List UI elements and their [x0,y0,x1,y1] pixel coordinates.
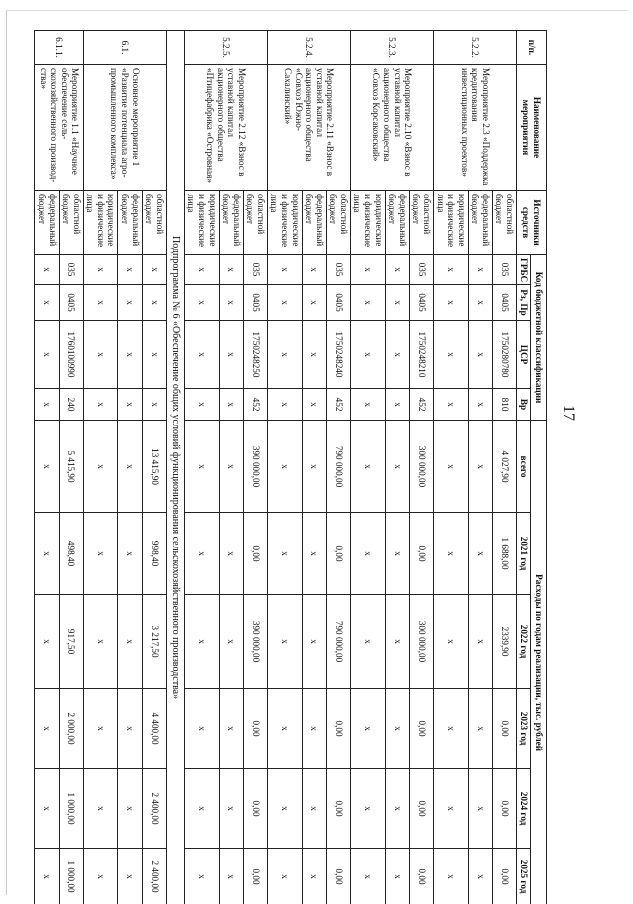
header-2021: 2021 год [517,513,531,595]
cell-y2025: x [267,849,302,904]
cell-y2023: x [83,689,118,769]
cell-vr: 810 [492,389,516,421]
event-name: Мероприятие 2.3 «Поддержка кредитования инвестиционных проектов» [433,65,516,191]
cell-vr: x [83,389,118,421]
cell-y2021: 0,00 [326,513,350,595]
cell-rzpr: x [468,285,492,321]
cell-csr: x [118,321,142,389]
cell-y2024: x [35,769,59,849]
subprogram-title: Подпрограмма № 6 «Обеспечение общих условий функционирования сельскохозяйственного производства» [166,31,184,904]
cell-y2021: x [118,513,142,595]
cell-y2023: 0,00 [326,689,350,769]
cell-csr: x [219,321,243,389]
cell-y2025: 0,00 [326,849,350,904]
cell-y2022: x [83,595,118,689]
cell-grbs: x [142,255,166,285]
cell-y2024: x [83,769,118,849]
cell-y2023: x [219,689,243,769]
cell-y2023: x [468,689,492,769]
funding-source: юридические и физические лица [267,191,302,255]
cell-total: 13 415,90 [142,421,166,513]
cell-vr: 452 [326,389,350,421]
cell-grbs: x [219,255,243,285]
cell-total: 5 415,90 [59,421,83,513]
cell-y2025: x [219,849,243,904]
table-row [492,31,516,904]
subprogram-section [166,31,184,904]
funding-source: юридические и физические лица [83,191,118,255]
cell-y2025: x [83,849,118,904]
cell-y2025: x [118,849,142,904]
cell-y2021: x [267,513,302,595]
funding-source: областной бюджет [142,191,166,255]
cell-y2025: x [385,849,409,904]
header-kbk: Код бюджетной классификации [531,255,547,421]
cell-y2022: 790 000,00 [326,595,350,689]
cell-grbs: 035 [492,255,516,285]
cell-y2024: x [184,769,219,849]
cell-y2023: x [302,689,326,769]
cell-rzpr: x [302,285,326,321]
funding-source: федеральный бюджет [468,191,492,255]
cell-y2024: x [433,769,468,849]
cell-y2023: x [350,689,385,769]
event-name: Мероприятие 1.1 «Научное обеспечение сель-скохозяйственного производ-ства» [35,65,83,191]
cell-y2024: 0,00 [409,769,433,849]
row-number: 5.2.5. [184,31,267,65]
header-grbs: ГРБС [517,255,531,285]
cell-y2023: 4 400,00 [142,689,166,769]
cell-csr: x [385,321,409,389]
cell-y2022: 390 000,00 [243,595,267,689]
cell-vr: x [433,389,468,421]
cell-vr: x [219,389,243,421]
header-csr: ЦСР [517,321,531,389]
cell-grbs: 035 [59,255,83,285]
cell-y2022: x [184,595,219,689]
row-number: 5.2.3. [350,31,433,65]
cell-grbs: x [184,255,219,285]
cell-total: x [385,421,409,513]
cell-csr: 1750248250 [243,321,267,389]
cell-y2025: x [302,849,326,904]
cell-y2022: x [433,595,468,689]
cell-y2022: x [302,595,326,689]
header-2023: 2023 год [517,689,531,769]
cell-rzpr: x [267,285,302,321]
cell-y2023: x [184,689,219,769]
cell-y2021: x [219,513,243,595]
row-number: 6.1.1. [35,31,83,65]
funding-source: федеральный бюджет [118,191,142,255]
cell-y2022: 2339,90 [492,595,516,689]
cell-total: x [35,421,59,513]
cell-y2025: 0,00 [492,849,516,904]
header-name: Наименование мероприятия [517,65,547,191]
cell-y2021: 0,00 [243,513,267,595]
header-total: всего [517,421,531,513]
cell-total: x [267,421,302,513]
cell-grbs: x [433,255,468,285]
cell-y2023: x [35,689,59,769]
cell-rzpr: 0405 [326,285,350,321]
cell-vr: 452 [243,389,267,421]
header-rzpr: Рз, Пр [517,285,531,321]
table-row [142,31,166,904]
funding-source: федеральный бюджет [35,191,59,255]
cell-rzpr: x [184,285,219,321]
cell-y2025: 0,00 [409,849,433,904]
row-number: 5.2.4. [267,31,350,65]
cell-y2024: 2 400,00 [142,769,166,849]
header-vr: Вр [517,389,531,421]
cell-vr: x [118,389,142,421]
event-name: Мероприятие 2.12 «Взнос в уставной капитал акционерного общества «Птицефабрика «Островная» [184,65,267,191]
cell-y2024: x [118,769,142,849]
cell-rzpr: x [142,285,166,321]
header-num: п/п. [517,31,547,65]
funding-source: федеральный бюджет [302,191,326,255]
cell-grbs: x [385,255,409,285]
cell-csr: 1760100990 [59,321,83,389]
cell-y2021: x [83,513,118,595]
funding-source: областной бюджет [492,191,516,255]
cell-y2023: x [267,689,302,769]
cell-rzpr: x [219,285,243,321]
cell-csr: x [302,321,326,389]
cell-csr: x [267,321,302,389]
cell-vr: x [468,389,492,421]
cell-y2024: x [302,769,326,849]
cell-total: x [468,421,492,513]
cell-y2023: x [118,689,142,769]
cell-y2021: 0,00 [409,513,433,595]
cell-y2024: 0,00 [492,769,516,849]
cell-csr: x [83,321,118,389]
cell-y2022: x [385,595,409,689]
header-2022: 2022 год [517,595,531,689]
cell-y2022: x [267,595,302,689]
funding-source: федеральный бюджет [385,191,409,255]
cell-grbs: x [350,255,385,285]
cell-total: 390 000,00 [243,421,267,513]
cell-total: 300 000,00 [409,421,433,513]
cell-rzpr: 0405 [243,285,267,321]
cell-csr: x [184,321,219,389]
header-source: Источники средств [517,191,547,255]
cell-csr: x [142,321,166,389]
cell-y2023: 0,00 [243,689,267,769]
header-2025: 2025 год [517,849,531,904]
cell-y2023: 2 000,00 [59,689,83,769]
cell-y2025: x [184,849,219,904]
cell-y2022: 3 217,50 [142,595,166,689]
funding-source: областной бюджет [243,191,267,255]
cell-y2024: x [350,769,385,849]
cell-total: x [302,421,326,513]
table-header [517,31,547,904]
cell-y2025: x [468,849,492,904]
cell-csr: 1750248240 [326,321,350,389]
funding-source: юридические и физические лица [433,191,468,255]
cell-vr: x [35,389,59,421]
cell-total: x [433,421,468,513]
cell-y2021: x [184,513,219,595]
cell-vr: x [350,389,385,421]
cell-vr: x [142,389,166,421]
cell-y2023: x [385,689,409,769]
cell-y2022: x [350,595,385,689]
cell-csr: x [468,321,492,389]
cell-total: x [118,421,142,513]
table-row [243,31,267,904]
cell-y2023: 0,00 [409,689,433,769]
cell-y2022: x [118,595,142,689]
cell-grbs: 035 [326,255,350,285]
budget-table [34,30,547,904]
cell-vr: x [302,389,326,421]
cell-csr: x [433,321,468,389]
cell-y2021: x [302,513,326,595]
event-name: Мероприятие 2.11 «Взнос в уставной капитал акционерного общества «Совхоз Южно-Сахалинский» [267,65,350,191]
cell-y2022: x [35,595,59,689]
cell-y2024: x [219,769,243,849]
cell-csr: x [35,321,59,389]
cell-rzpr: 0405 [492,285,516,321]
cell-y2025: 2 400,00 [142,849,166,904]
cell-vr: x [184,389,219,421]
cell-y2021: x [433,513,468,595]
cell-y2024: 0,00 [243,769,267,849]
cell-vr: x [385,389,409,421]
cell-grbs: x [35,255,59,285]
cell-y2024: 0,00 [326,769,350,849]
cell-y2022: x [468,595,492,689]
cell-y2024: 1 000,00 [59,769,83,849]
cell-y2023: x [433,689,468,769]
cell-y2025: x [433,849,468,904]
cell-y2022: 917,50 [59,595,83,689]
cell-vr: x [267,389,302,421]
cell-y2021: 498,40 [59,513,83,595]
cell-grbs: 035 [243,255,267,285]
cell-rzpr: x [83,285,118,321]
funding-source: областной бюджет [409,191,433,255]
cell-grbs: x [302,255,326,285]
cell-rzpr: x [35,285,59,321]
cell-rzpr: 0405 [59,285,83,321]
cell-y2025: x [350,849,385,904]
table-body-section-5 [184,31,516,904]
cell-y2023: 0,00 [492,689,516,769]
cell-total: 4 027,90 [492,421,516,513]
table-row [409,31,433,904]
table-row [59,31,83,904]
cell-y2021: x [468,513,492,595]
cell-total: x [350,421,385,513]
cell-csr: 1750248210 [409,321,433,389]
funding-source: областной бюджет [326,191,350,255]
funding-source: юридические и физические лица [350,191,385,255]
cell-y2021: 998,40 [142,513,166,595]
cell-y2025: x [35,849,59,904]
row-number: 6.1. [83,31,166,65]
cell-rzpr: x [118,285,142,321]
event-name: Мероприятие 2.10 «Взнос в уставной капитал акционерного общества «Совхоз Корсаковский» [350,65,433,191]
cell-grbs: x [468,255,492,285]
cell-vr: 240 [59,389,83,421]
cell-total: x [219,421,243,513]
row-number: 5.2.2. [433,31,516,65]
cell-total: 790 000,00 [326,421,350,513]
cell-csr: x [350,321,385,389]
table-body-section-6 [35,31,166,904]
cell-y2024: x [468,769,492,849]
event-name: Основное мероприятие 1 «Развитие потенциала агро-промышленного комплекса» [83,65,166,191]
cell-y2025: 1 000,00 [59,849,83,904]
cell-y2024: x [267,769,302,849]
cell-y2021: x [350,513,385,595]
cell-y2025: 0,00 [243,849,267,904]
cell-y2021: 1 688,00 [492,513,516,595]
cell-total: x [184,421,219,513]
cell-rzpr: x [385,285,409,321]
cell-rzpr: x [433,285,468,321]
header-expenses: Расходы по годам реализации, тыс. рублей [531,421,547,904]
funding-source: областной бюджет [59,191,83,255]
cell-csr: 1750280780 [492,321,516,389]
cell-y2021: x [35,513,59,595]
page-number: 17 [560,405,577,421]
cell-grbs: x [118,255,142,285]
rotated-table-stage [37,30,547,894]
cell-total: x [83,421,118,513]
cell-grbs: x [267,255,302,285]
cell-rzpr: 0405 [409,285,433,321]
funding-source: юридические и физические лица [184,191,219,255]
cell-rzpr: x [350,285,385,321]
cell-y2022: x [219,595,243,689]
cell-vr: 452 [409,389,433,421]
cell-y2024: x [385,769,409,849]
cell-y2022: 300 000,00 [409,595,433,689]
cell-grbs: x [83,255,118,285]
cell-grbs: 035 [409,255,433,285]
funding-source: федеральный бюджет [219,191,243,255]
cell-y2021: x [385,513,409,595]
table-row [326,31,350,904]
header-2024: 2024 год [517,769,531,849]
